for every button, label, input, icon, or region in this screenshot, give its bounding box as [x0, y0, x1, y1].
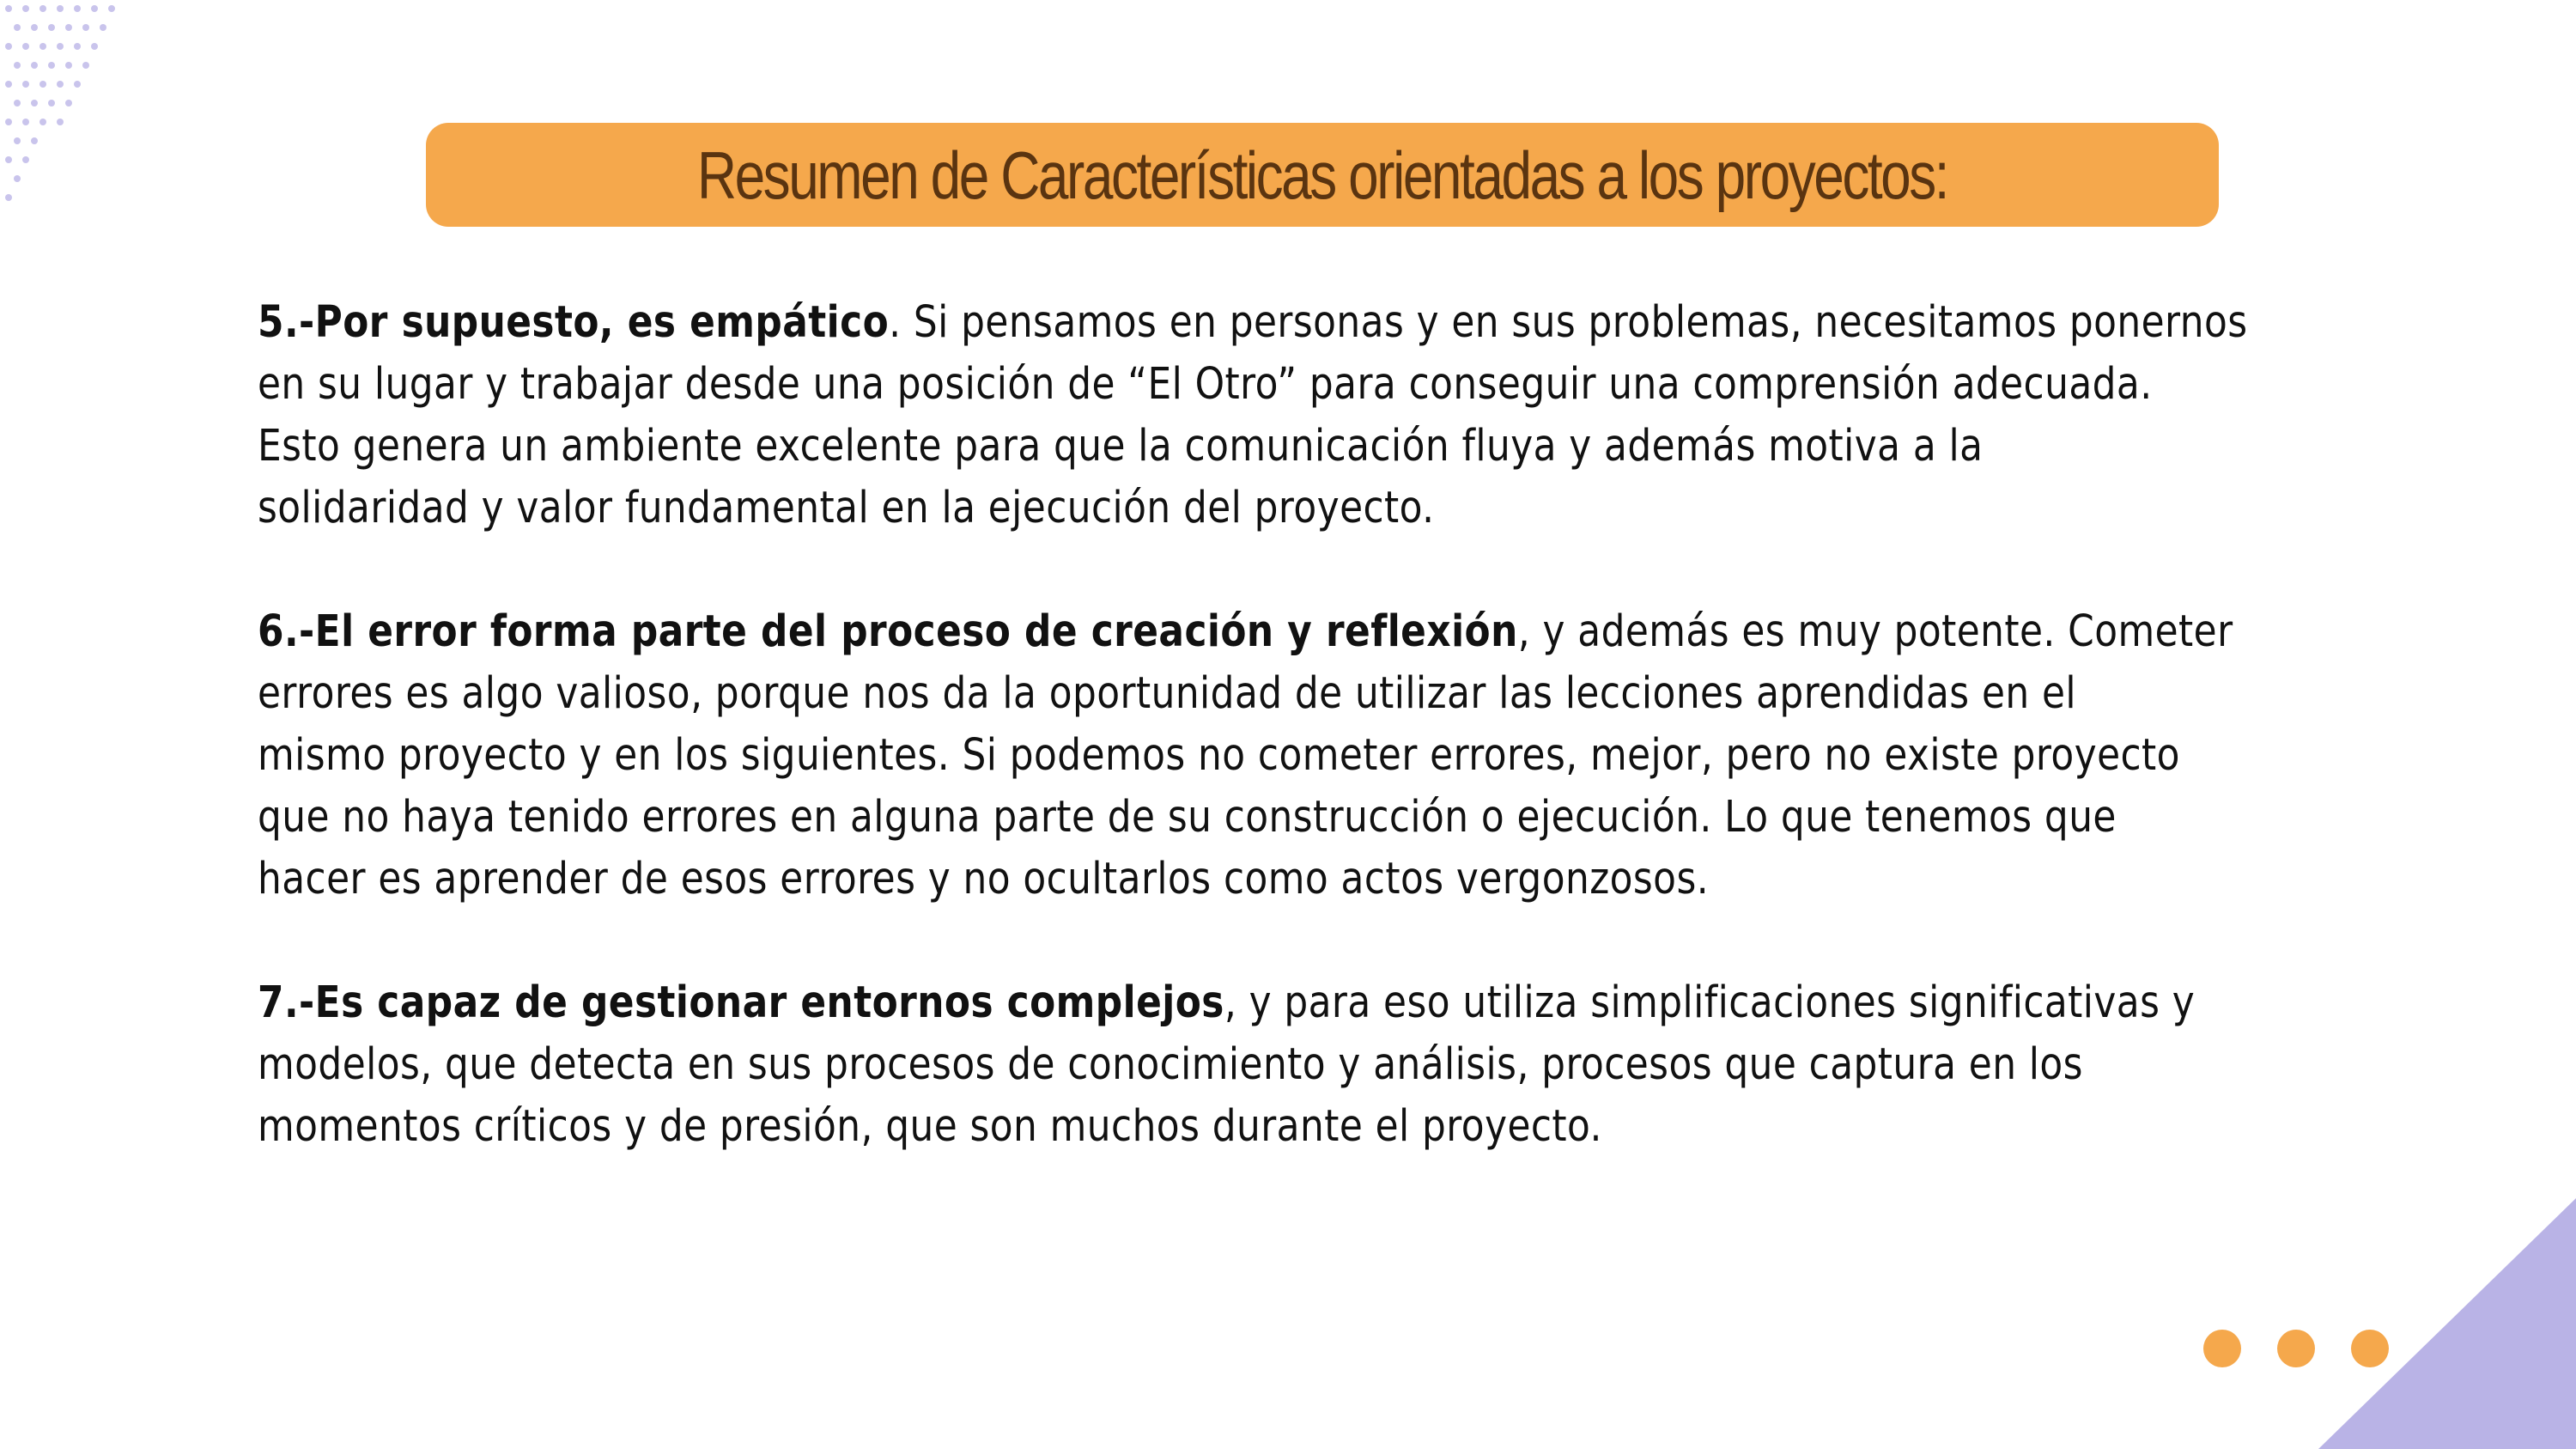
paragraph-line: en su lugar y trabajar desde una posición de “El Otro” para conseguir una comprensión adecuada. — [258, 359, 2153, 410]
paragraph-line: mismo proyecto y en los siguientes. Si podemos no cometer errores, mejor, pero no existe proyecto — [258, 730, 2180, 781]
decoration-dot — [91, 5, 98, 12]
decoration-dot — [5, 119, 12, 125]
decoration-dot — [5, 5, 12, 12]
decoration-dot — [100, 24, 106, 31]
decoration-dot — [65, 100, 72, 107]
decoration-dot — [91, 43, 98, 50]
decoration-dot — [74, 81, 81, 88]
decoration-dot — [14, 100, 21, 107]
decoration-dot — [57, 81, 64, 88]
decoration-dot — [5, 43, 12, 50]
paragraph-text: . Si pensamos en personas y en sus problemas, necesitamos ponernos — [889, 297, 2248, 348]
paragraph-line: solidaridad y valor fundamental en la ejecución del proyecto. — [258, 483, 1435, 533]
paragraph-line — [258, 972, 2196, 1034]
paragraph-text: , y además es muy potente. Cometer — [1517, 606, 2233, 657]
decoration-dot — [65, 24, 72, 31]
paragraph-lead: 6.-El error forma parte del proceso de creación y reflexión — [258, 606, 1518, 657]
paragraph-6 — [258, 601, 2456, 910]
decoration-dot — [31, 100, 38, 107]
decoration-dot — [57, 43, 64, 50]
decoration-dot — [57, 5, 64, 12]
decoration-dot — [39, 43, 46, 50]
decoration-dot — [14, 24, 21, 31]
orange-dot — [2203, 1330, 2241, 1367]
orange-dot — [2277, 1330, 2315, 1367]
dot-pattern-decoration — [0, 0, 129, 215]
decoration-dot — [48, 24, 55, 31]
paragraph-line — [258, 601, 2233, 663]
decoration-dot — [48, 62, 55, 69]
paragraph-line: hacer es aprender de esos errores y no ocultarlos como actos vergonzosos. — [258, 854, 1710, 904]
decoration-dot — [74, 5, 81, 12]
decoration-dot — [5, 81, 12, 88]
paragraph-7 — [258, 972, 2456, 1158]
paragraph-line: que no haya tenido errores en alguna parte de su construcción o ejecución. Lo que tenemos que — [258, 792, 2117, 843]
paragraph-line — [258, 292, 2248, 354]
decoration-dot — [22, 5, 29, 12]
decoration-dot — [39, 5, 46, 12]
paragraph-line: modelos, que detecta en sus procesos de conocimiento y análisis, procesos que captura en los — [258, 1039, 2083, 1090]
paragraph-line: Esto genera un ambiente excelente para que la comunicación fluya y además motiva a la — [258, 421, 1984, 472]
decoration-dot — [82, 62, 89, 69]
paragraph-line: errores es algo valioso, porque nos da la oportunidad de utilizar las lecciones aprendidas en el — [258, 668, 2076, 719]
decoration-dot — [5, 156, 12, 163]
title-banner — [426, 123, 2219, 227]
page-title: Resumen de Características orientadas a los proyectos: — [696, 137, 1948, 213]
content-body — [258, 292, 2456, 1220]
decoration-dot — [22, 43, 29, 50]
decoration-dot — [48, 100, 55, 107]
decoration-dot — [31, 137, 38, 144]
purple-triangle-decoration — [2318, 1198, 2576, 1449]
decoration-dot — [31, 62, 38, 69]
decoration-dot — [22, 156, 29, 163]
decoration-dot — [108, 5, 115, 12]
decoration-dot — [39, 119, 46, 125]
paragraph-lead: 5.-Por supuesto, es empático — [258, 297, 890, 348]
paragraph-5 — [258, 292, 2456, 539]
paragraph-text: , y para eso utiliza simplificaciones significativas y — [1224, 977, 2196, 1028]
decoration-dot — [14, 62, 21, 69]
paragraph-line: momentos críticos y de presión, que son muchos durante el proyecto. — [258, 1101, 1602, 1152]
decoration-dot — [14, 137, 21, 144]
decoration-dot — [31, 24, 38, 31]
decoration-dot — [39, 81, 46, 88]
decoration-dot — [65, 62, 72, 69]
decoration-dot — [74, 43, 81, 50]
decoration-dot — [22, 81, 29, 88]
decoration-dot — [5, 194, 12, 201]
paragraph-lead: 7.-Es capaz de gestionar entornos complejos — [258, 977, 1224, 1028]
decoration-dot — [82, 24, 89, 31]
decoration-dot — [14, 175, 21, 182]
decoration-dot — [57, 119, 64, 125]
decoration-dot — [22, 119, 29, 125]
